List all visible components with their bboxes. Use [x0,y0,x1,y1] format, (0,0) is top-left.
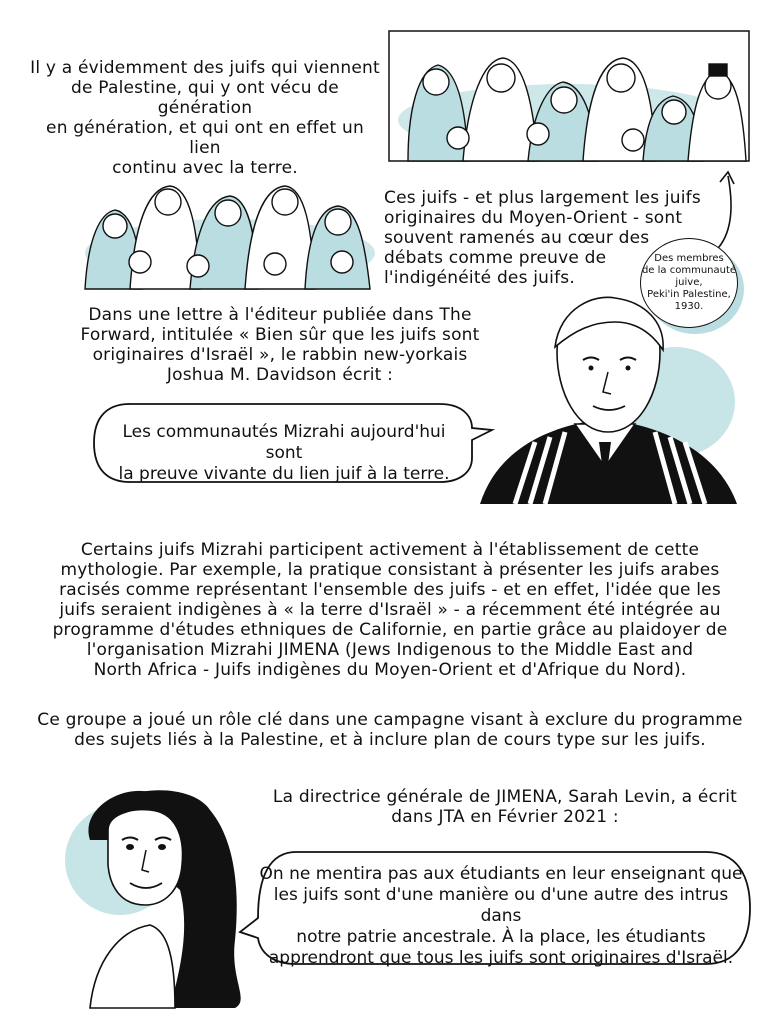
letter-line: Dans une lettre à l'éditeur publiée dans The [88,305,472,325]
davidson-quote-line: la preuve vivante du lien juif à la terre. [118,464,450,484]
letter-line: originaires d'Israël », le rabbin new-yorkais [92,345,468,365]
mizrahi-line: Certains juifs Mizrahi participent activement à l'établissement de cette [80,540,700,560]
caption-line: Peki'in Palestine, [647,289,731,300]
campaign-paragraph [20,710,760,750]
letter-text [60,305,500,385]
campaign-line: Ce groupe a joué un rôle clé dans une campagne visant à exclure du programme [37,710,743,730]
davidson-speech-bubble [90,400,500,486]
levin-intro [250,787,760,827]
mizrahi-line: racisés comme représentant l'ensemble des juifs - et en effet, l'idée que les [59,580,721,600]
mideast-line: l'indigénéité des juifs. [384,268,575,288]
levin-quote-line: notre patrie ancestrale. À la place, les étudiants [296,927,706,947]
mizrahi-line: mythologie. Par exemple, la pratique consistant à présenter les juifs arabes [60,560,720,580]
caption-line: juive, [675,277,703,288]
mizrahi-line: juifs seraient indigènes à « la terre d'Israël » - a récemment été intégrée au [59,600,721,620]
levin-quote-line: On ne mentira pas aux étudiants en leur enseignant que [259,864,743,884]
intro-line: en génération, et qui ont en effet un lien [46,118,364,158]
levin-quote-line: les juifs sont d'une manière ou d'une autre des intrus dans [273,885,729,926]
mideast-line: souvent ramenés au cœur des [384,228,650,248]
levin-quote-line: apprendront que tous les juifs sont originaires d'Israël. [268,948,734,968]
davidson-quote-line: Les communautés Mizrahi aujourd'hui sont [122,422,446,463]
caption-line: 1930. [674,301,704,312]
caption-line: de la communauté [641,265,737,276]
caption-line: Des membres [654,253,724,264]
mideast-line: débats comme preuve de [384,248,607,268]
mideast-line: Ces juifs - et plus largement les juifs [384,188,701,208]
campaign-line: des sujets liés à la Palestine, et à inclure plan de cours type sur les juifs. [74,730,706,750]
mizrahi-paragraph [20,540,760,680]
letter-line: Forward, intitulée « Bien sûr que les juifs sont [80,325,480,345]
community-group-illustration-left [80,158,380,290]
levin-intro-line: La directrice générale de JIMENA, Sarah Levin, a écrit [272,787,738,807]
mideast-line: originaires du Moyen-Orient - sont [384,208,683,228]
levin-intro-line: dans JTA en Février 2021 : [391,807,619,827]
community-group-illustration-top [388,30,750,162]
mizrahi-line: l'organisation Mizrahi JIMENA (Jews Indigenous to the Middle East and [86,640,694,660]
mizrahi-line: programme d'études ethniques de Californie, en partie grâce au plaidoyer de [52,620,728,640]
levin-speech-bubble [236,848,756,968]
intro-line: continu avec la terre. [112,158,298,178]
intro-line: de Palestine, qui y ont vécu de génération [71,78,339,118]
intro-line: Il y a évidemment des juifs qui viennent [30,58,380,78]
mizrahi-line: North Africa - Juifs indigènes du Moyen-Orient et d'Afrique du Nord). [93,660,687,680]
letter-line: Joshua M. Davidson écrit : [166,365,394,385]
davidson-portrait [475,292,745,507]
